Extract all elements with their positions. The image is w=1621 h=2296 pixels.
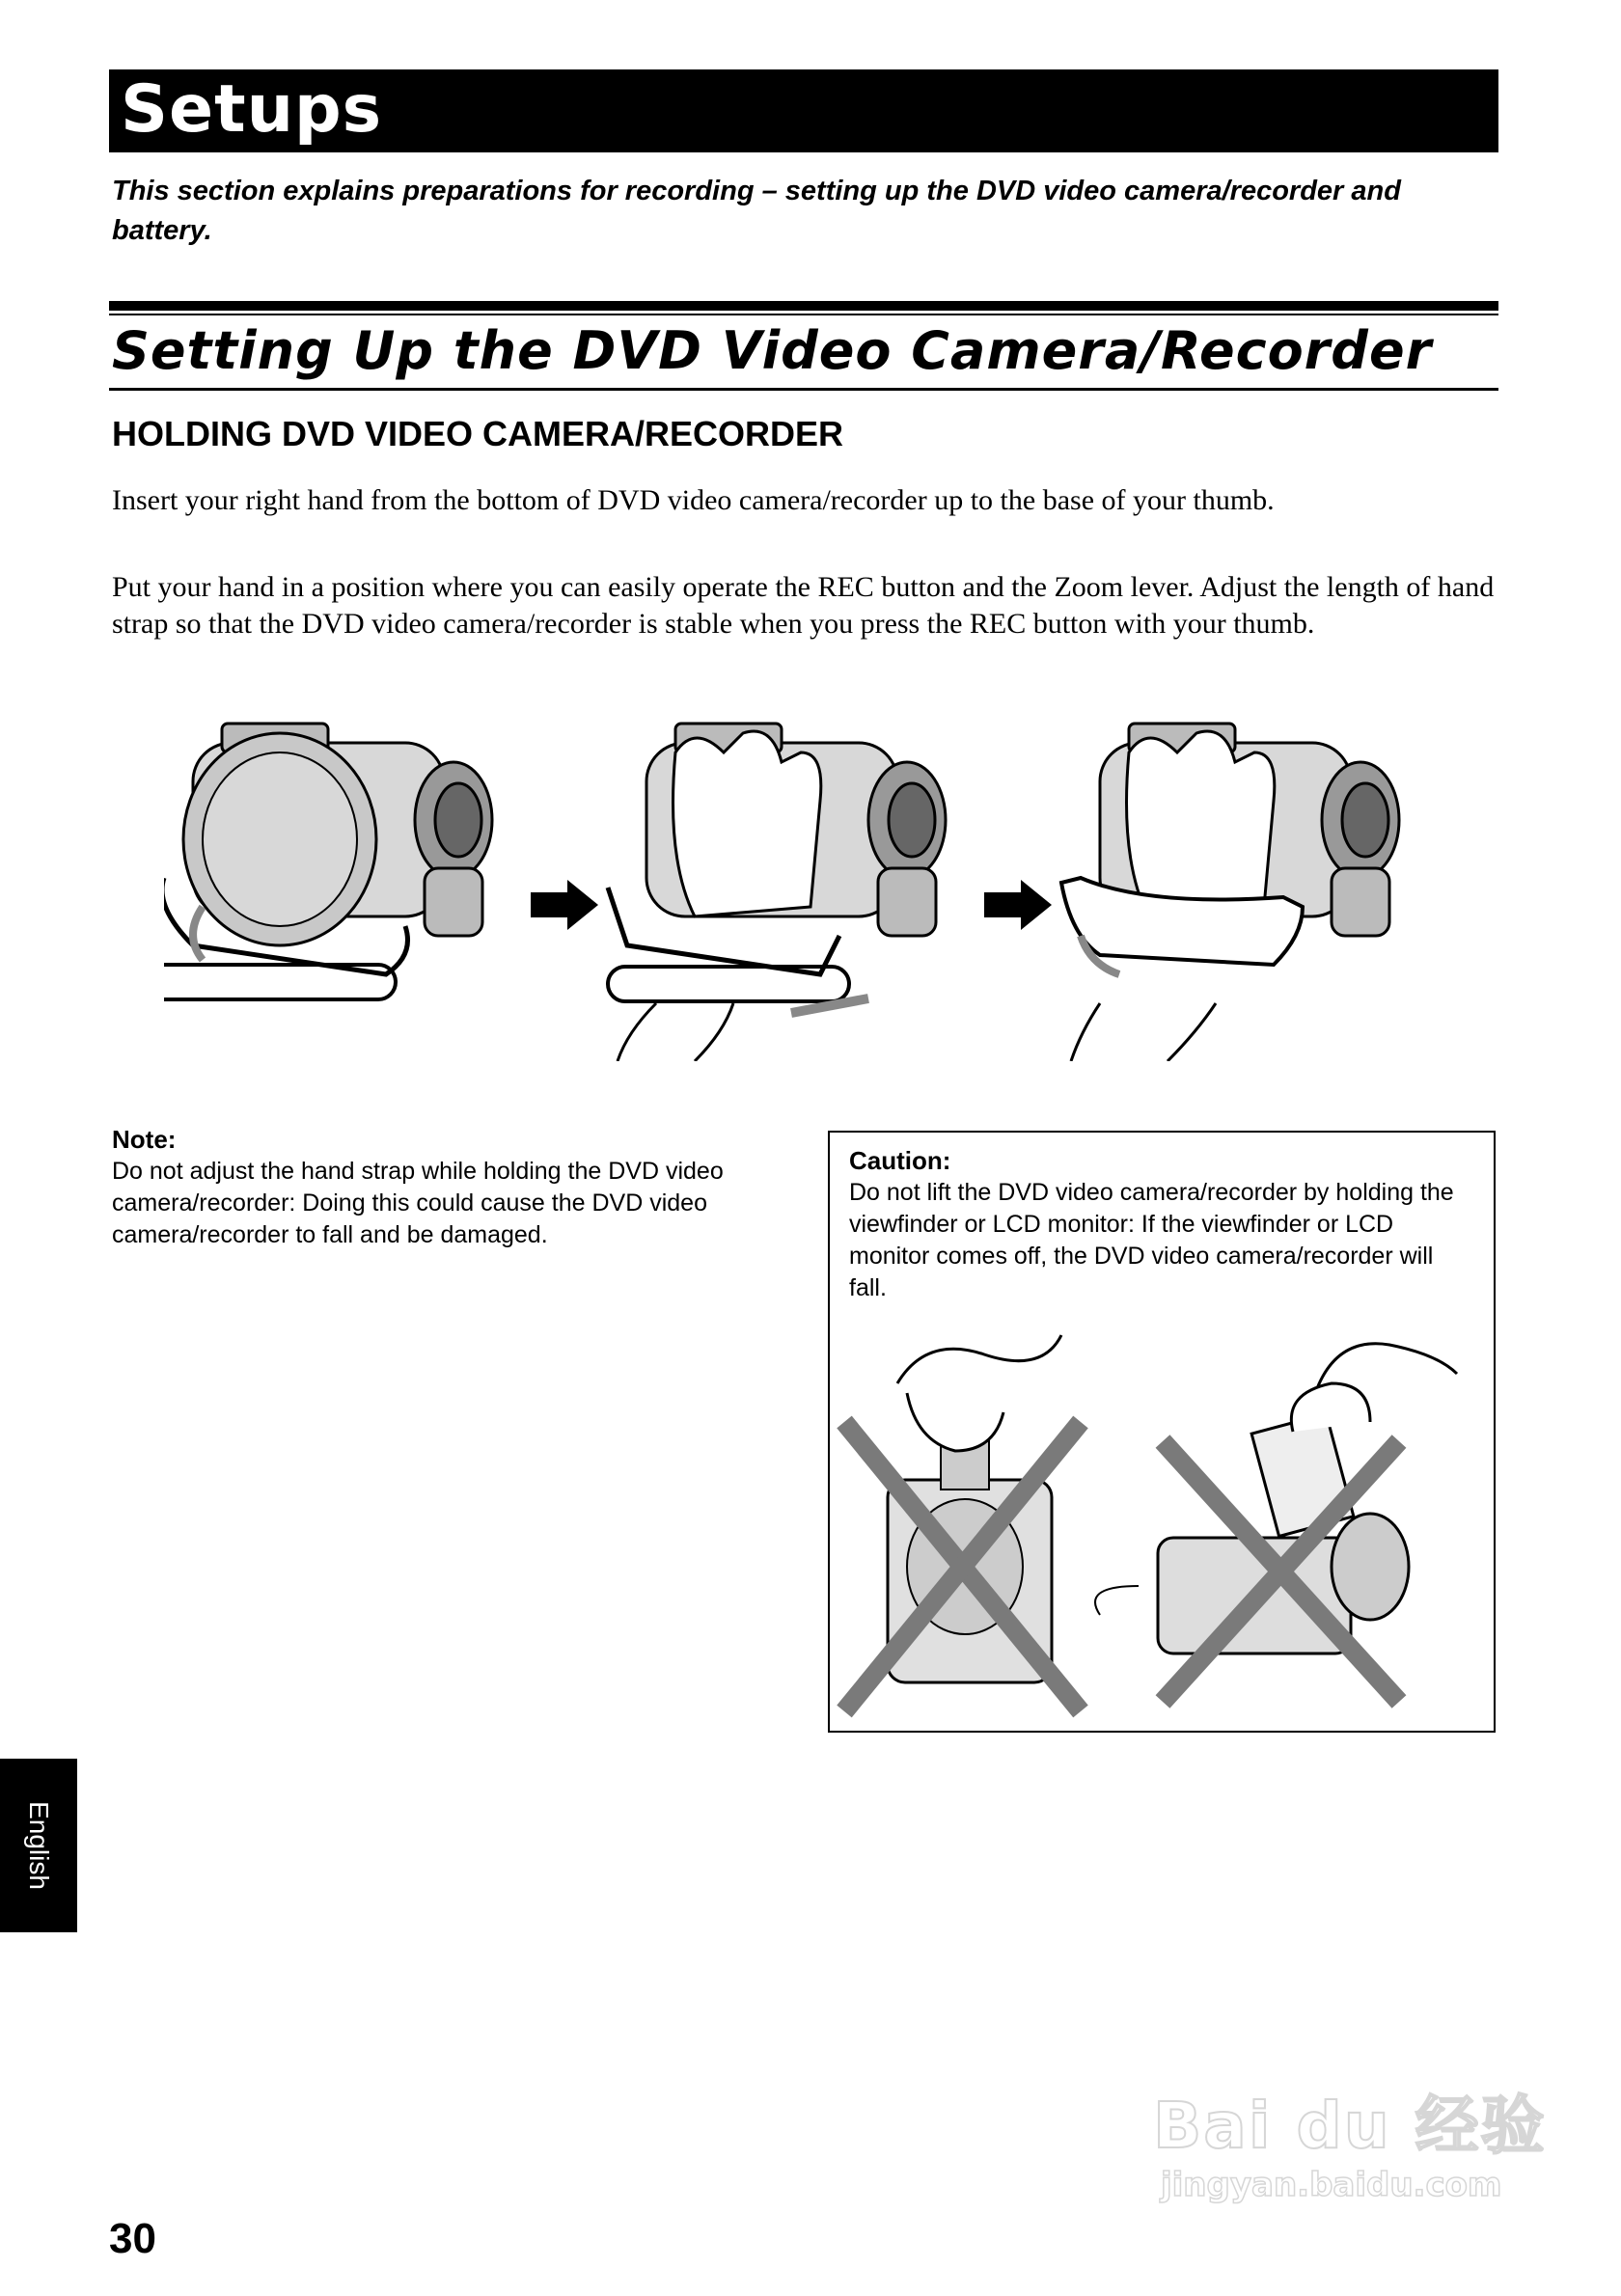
- camcorder-illustration: [608, 724, 946, 1061]
- arrow-right-icon: [531, 880, 598, 930]
- paragraph-2: Put your hand in a position where you can easily operate the REC button and the Zoom lever. Adjust the length of hand strap so that the DVD video camera/recorder is stable when you press the REC button with your thumb.: [112, 571, 1495, 640]
- note-block: [112, 1123, 787, 1251]
- intro-text: This section explains preparations for recording – setting up the DVD video camera/recorder and battery.: [112, 176, 1401, 246]
- watermark: [1153, 2074, 1547, 2204]
- page-title: Setups: [121, 71, 383, 148]
- section-rule-bottom: [109, 388, 1498, 391]
- caution-box: [828, 1131, 1496, 1733]
- arrow-right-icon: [984, 880, 1052, 930]
- note-body: Do not adjust the hand strap while holding the DVD video camera/recorder: Doing this could cause the DVD video camera/recorder to fall and be damaged.: [112, 1158, 724, 1248]
- page-number: 30: [109, 2215, 156, 2262]
- hand-strap-illustration: [164, 714, 1438, 1061]
- paragraph-1: Insert your right hand from the bottom of DVD video camera/recorder up to the base of your thumb.: [112, 484, 1275, 516]
- language-tab: [0, 1759, 77, 1932]
- hand-illustration: [1291, 1383, 1370, 1432]
- section-rule-thick: [109, 301, 1498, 311]
- watermark-logo: Bai du 经验: [1153, 2089, 1547, 2163]
- camcorder-illustration: [1061, 724, 1399, 1061]
- subheading: HOLDING DVD VIDEO CAMERA/RECORDER: [112, 414, 844, 453]
- caution-title: Caution:: [849, 1146, 951, 1175]
- header-banner: [109, 69, 1498, 152]
- hand-illustration: [1127, 731, 1275, 916]
- note-title: Note:: [112, 1125, 177, 1154]
- caution-body: Do not lift the DVD video camera/recorder by holding the viewfinder or LCD monitor: If the viewfinder or LCD monitor comes off, the DVD video camera/recorder will fall.: [849, 1179, 1454, 1301]
- watermark-url: jingyan.baidu.com: [1161, 2166, 1502, 2204]
- hand-illustration: [673, 731, 821, 916]
- section-title: Setting Up the DVD Video Camera/Recorder: [112, 320, 1433, 381]
- camcorder-illustration: [164, 724, 492, 999]
- language-tab-label: English: [24, 1801, 54, 1890]
- caution-illustration: [830, 1316, 1494, 1721]
- camcorder-illustration: [1095, 1344, 1457, 1654]
